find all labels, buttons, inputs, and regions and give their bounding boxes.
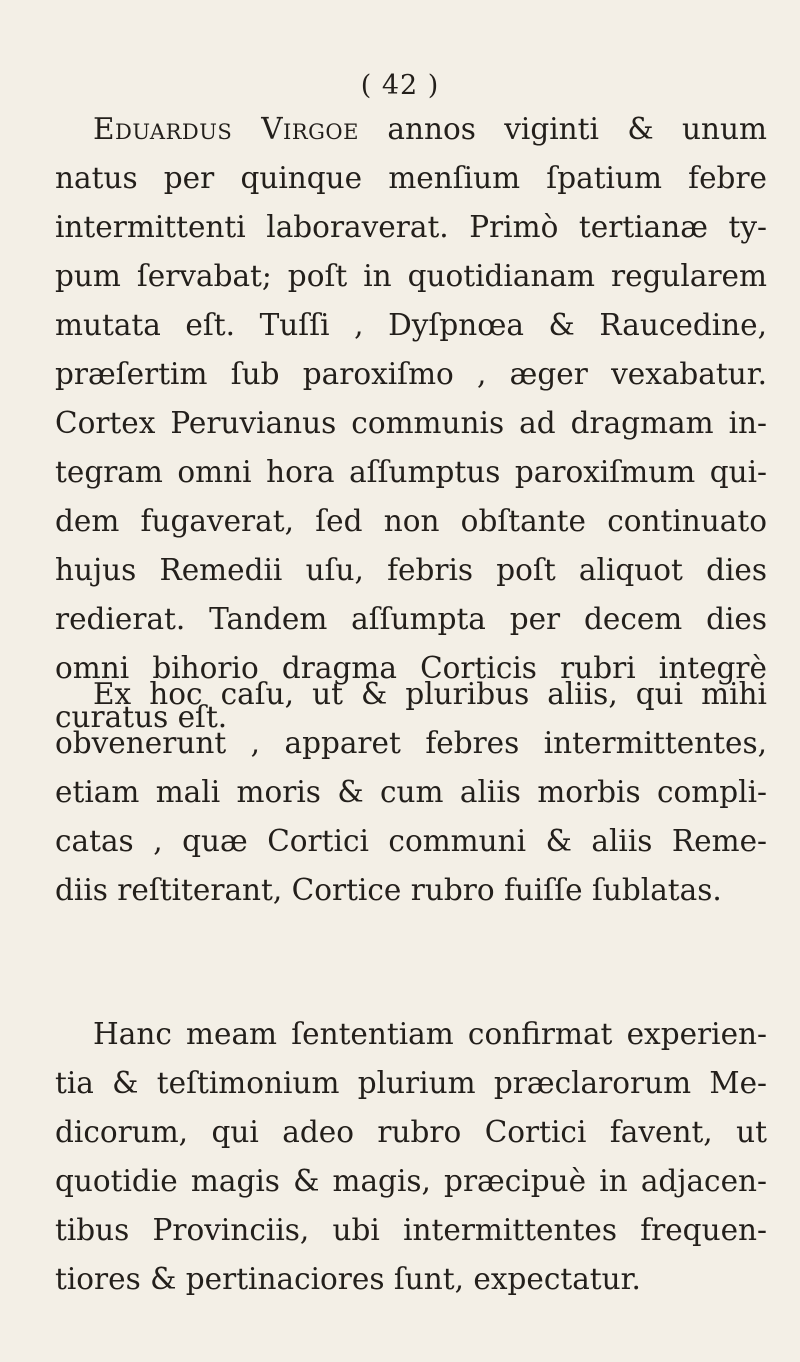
paragraph-case-report [55,105,767,742]
text-line: obvenerunt , apparet febres intermittentes, [55,726,767,760]
text-line: intermittenti laboraverat. Primò tertianæ ty- [55,210,767,244]
text-line: tibus Provinciis, ubi intermittentes frequen- [55,1213,767,1247]
text-line: Hanc meam ſententiam confirmat experien- [93,1017,767,1051]
text-line: natus per quinque menſium ſpatium febre [55,161,767,195]
text-line: redierat. Tandem aſſumpta per decem dies [55,602,767,636]
text-line: tia & teſtimonium plurium præclarorum Me- [55,1066,767,1100]
text-line: Ex hoc caſu, ut & pluribus aliis, qui mihi [93,677,767,711]
text-line: tegram omni hora aſſumptus paroxiſmum qui- [55,455,767,489]
text-line: catas , quæ Cortici communi & aliis Reme- [55,824,767,858]
text-line [55,105,767,154]
patient-name: Eduardus Virgoe [93,112,359,146]
text-line: etiam mali moris & cum aliis morbis compli- [55,775,767,809]
text-line: quotidie magis & magis, præcipuè in adjacen- [55,1164,767,1198]
text-line: Cortex Peruvianus communis ad dragmam in- [55,406,767,440]
line-text: annos viginti & unum [358,112,767,146]
page-number: ( 42 ) [360,70,440,101]
text-line: tiores & pertinaciores ſunt, expectatur. [55,1262,641,1296]
text-line: dicorum, qui adeo rubro Cortici favent, ut [55,1115,767,1149]
text-line: dem fugaverat, ſed non obſtante continuato [55,504,767,538]
text-line: omni bihorio dragma Corticis rubri integrè [55,651,767,685]
text-line: diis reſtiterant, Cortice rubro fuiſſe ſublatas. [55,873,722,907]
text-line: præſertim ſub paroxiſmo , æger vexabatur. [55,357,767,391]
paragraph-conclusion [55,670,767,915]
text-line: pum ſervabat; poſt in quotidianam regularem [55,259,767,293]
text-line: hujus Remedii uſu, febris poſt aliquot dies [55,553,767,587]
text-line: mutata eſt. Tuſſi , Dyſpnœa & Raucedine, [55,308,767,342]
text-line: curatus eſt. [55,700,228,734]
paragraph-confirmation [55,1010,767,1304]
